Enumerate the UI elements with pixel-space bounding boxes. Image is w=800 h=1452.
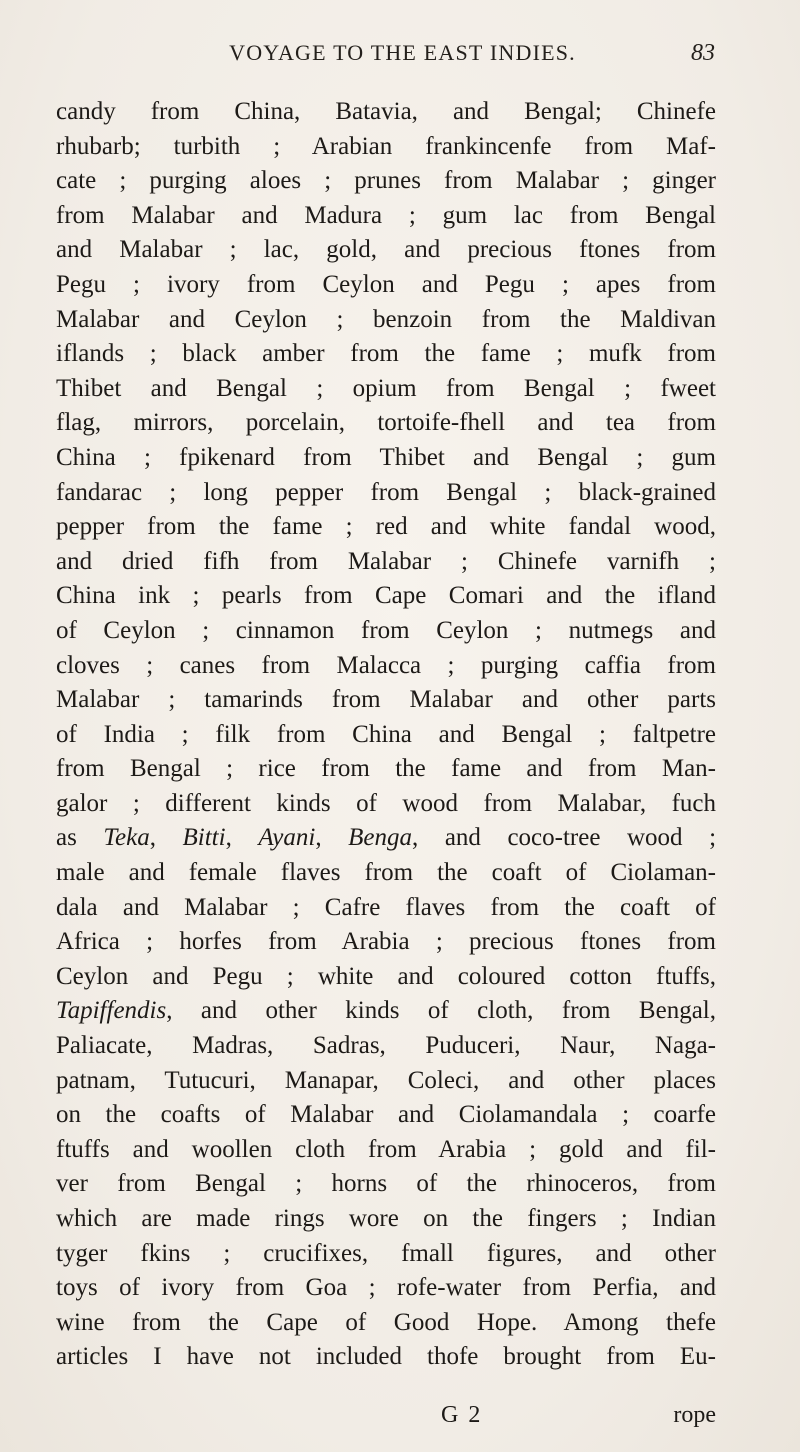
text-line: patnam, Tutucuri, Manapar, Coleci, and other places xyxy=(56,1066,716,1094)
text-line: of Ceylon ; cinnamon from Ceylon ; nutmegs and xyxy=(56,616,716,644)
text-line: flag, mirrors, porcelain, tortoife-fhell and tea from xyxy=(56,409,716,437)
text-line: from Malabar and Madura ; gum lac from Bengal xyxy=(56,201,716,229)
text-line: galor ; different kinds of wood from Malabar, fuch xyxy=(56,789,716,817)
page-number: 83 xyxy=(691,40,715,66)
text-line: cate ; purging aloes ; prunes from Malabar ; ginger xyxy=(56,167,716,195)
text-line: of India ; filk from China and Bengal ; faltpetre xyxy=(56,720,716,748)
text-line: Paliacate, Madras, Sadras, Puduceri, Naur, Naga- xyxy=(56,1032,716,1060)
text-line: rhubarb; turbith ; Arabian frankincenfe from Maf- xyxy=(56,132,716,160)
text-line: cloves ; canes from Malacca ; purging caffia from xyxy=(56,651,716,679)
text-line: dala and Malabar ; Cafre flaves from the coaft of xyxy=(56,893,716,921)
text-line: and dried fifh from Malabar ; Chinefe varnifh ; xyxy=(56,547,716,575)
text-line: tyger fkins ; crucifixes, fmall figures, and other xyxy=(56,1239,716,1267)
text-line: pepper from the fame ; red and white fandal wood, xyxy=(56,513,716,541)
text-line: which are made rings wore on the fingers ; Indian xyxy=(56,1205,716,1232)
text-line: ftuffs and woollen cloth from Arabia ; gold and fil- xyxy=(56,1135,716,1163)
text-line: candy from China, Batavia, and Bengal; Chinefe xyxy=(56,98,716,125)
page-footer xyxy=(56,1402,716,1438)
text-line: wine from the Cape of Good Hope. Among thefe xyxy=(56,1308,716,1336)
catchword: rope xyxy=(673,1402,716,1428)
text-line: ver from Bengal ; horns of the rhinoceros, from xyxy=(56,1170,716,1198)
text-line: articles I have not included thofe brought from Eu- xyxy=(56,1343,716,1371)
running-head: VOYAGE TO THE EAST INDIES. xyxy=(229,40,576,65)
text-line: male and female flaves from the coaft of Ciolaman- xyxy=(56,859,716,887)
text-line: Tapiffendis, and other kinds of cloth, from Bengal, xyxy=(56,997,716,1025)
text-line: Pegu ; ivory from Ceylon and Pegu ; apes from xyxy=(56,270,716,298)
text-line: China ; fpikenard from Thibet and Bengal ; gum xyxy=(56,443,716,471)
text-line: Ceylon and Pegu ; white and coloured cotton ftuffs, xyxy=(56,962,716,990)
text-line: from Bengal ; rice from the fame and from Man- xyxy=(56,755,716,783)
signature-mark: G 2 xyxy=(441,1402,483,1428)
text-line: and Malabar ; lac, gold, and precious ftones from xyxy=(56,236,716,264)
body-text xyxy=(56,95,716,1375)
text-line: Africa ; horfes from Arabia ; precious ftones from xyxy=(56,928,716,956)
text-line: on the coafts of Malabar and Ciolamandala ; coarfe xyxy=(56,1101,716,1129)
text-line: Malabar ; tamarinds from Malabar and other parts xyxy=(56,686,716,714)
text-line: toys of ivory from Goa ; rofe-water from Perfia, and xyxy=(56,1274,716,1302)
text-line: China ink ; pearls from Cape Comari and the ifland xyxy=(56,582,716,610)
text-line: as Teka, Bitti, Ayani, Benga, and coco-tree wood ; xyxy=(56,824,717,852)
text-line: iflands ; black amber from the fame ; mufk from xyxy=(56,340,716,368)
text-line: fandarac ; long pepper from Bengal ; black-grained xyxy=(56,478,716,506)
page-header xyxy=(140,40,715,84)
text-line: Thibet and Bengal ; opium from Bengal ; fweet xyxy=(56,374,716,402)
text-line: Malabar and Ceylon ; benzoin from the Maldivan xyxy=(56,305,716,333)
